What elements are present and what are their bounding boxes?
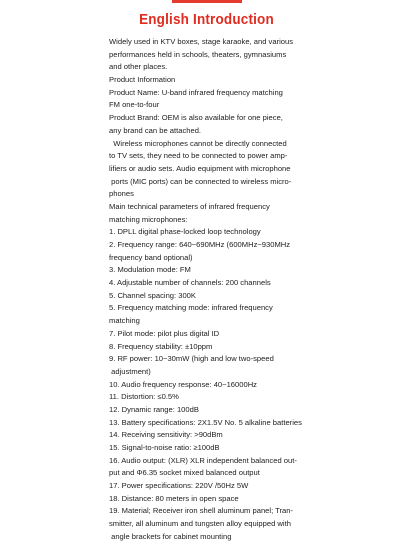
text-line: matching microphones: xyxy=(109,214,188,224)
text-line: 2. Frequency range: 640~690MHz (600MHz~930MHz xyxy=(109,240,291,249)
text-line: to TV sets, they need to be connected to power amp- xyxy=(109,151,288,161)
text-line: phones xyxy=(109,189,134,199)
text-line: frequency band optional) xyxy=(109,252,193,262)
text-line: 17. Power specifications: 220V /50Hz 5W xyxy=(109,481,249,491)
text-line: 4. Adjustable number of channels: 200 channels xyxy=(109,278,271,288)
text-line: 8. Frequency stability: ±10ppm xyxy=(109,341,213,351)
text-line: 11. Distortion: ≤0.5% xyxy=(109,392,179,402)
text-line: 9. RF power: 10~30mW (high and low two-speed xyxy=(109,354,274,364)
text-line: 16. Audio output: (XLR) XLR independent balanced out- xyxy=(109,455,297,465)
text-line: 12. Dynamic range: 100dB xyxy=(109,404,199,414)
text-line: FM one-to-four xyxy=(109,100,160,110)
text-line: adjustment) xyxy=(109,366,151,376)
text-line: 5. Channel spacing: 300K xyxy=(109,290,196,300)
text-line: 15. Signal-to-noise ratio: ≥100dB xyxy=(109,443,220,452)
text-line: any brand can be attached. xyxy=(109,125,202,135)
text-line: Main technical parameters of infrared frequency xyxy=(109,201,270,211)
text-line: 10. Audio frequency response: 40~16000Hz xyxy=(109,379,257,389)
page-title: English Introduction xyxy=(139,11,274,28)
text-line: 1. DPLL digital phase-locked loop technology xyxy=(109,227,261,237)
text-line: smitter, all aluminum and tungsten alloy equipped with xyxy=(109,519,291,529)
text-line: matching xyxy=(109,316,140,326)
text-line: Widely used in KTV boxes, stage karaoke, and various xyxy=(109,37,294,46)
text-line: 7. Pilot mode: pilot plus digital ID xyxy=(109,328,220,338)
text-line: lifiers or audio sets. Audio equipment with microphone xyxy=(109,163,291,173)
text-line: and other places. xyxy=(109,62,168,72)
text-line: 18. Distance: 80 meters in open space xyxy=(109,493,239,503)
text-line: Product Brand: OEM is also available for one piece, xyxy=(109,113,283,123)
text-line: Product Information xyxy=(109,75,176,85)
product-description xyxy=(109,36,305,544)
text-line: Product Name: U-band infrared frequency matching xyxy=(109,87,283,97)
top-accent-bar xyxy=(172,0,242,3)
text-line: 14. Receiving sensitivity: >90dBm xyxy=(109,430,223,440)
text-line: 5. Frequency matching mode: infrared frequency xyxy=(109,303,273,313)
text-line: Wireless microphones cannot be directly connected xyxy=(109,138,287,148)
text-line: angle brackets for cabinet mounting xyxy=(109,531,232,541)
text-line: 3. Modulation mode: FM xyxy=(109,265,191,275)
text-line: performances held in schools, theaters, gymnasiums xyxy=(109,49,287,59)
text-line: put and Φ6.35 socket mixed balanced output xyxy=(109,468,260,478)
text-line: 19. Material; Receiver iron shell aluminum panel; Tran- xyxy=(109,506,294,516)
text-line: ports (MIC ports) can be connected to wireless micro- xyxy=(109,176,292,186)
text-line: 13. Battery specifications: 2X1.5V No. 5 alkaline batteries xyxy=(109,417,302,427)
